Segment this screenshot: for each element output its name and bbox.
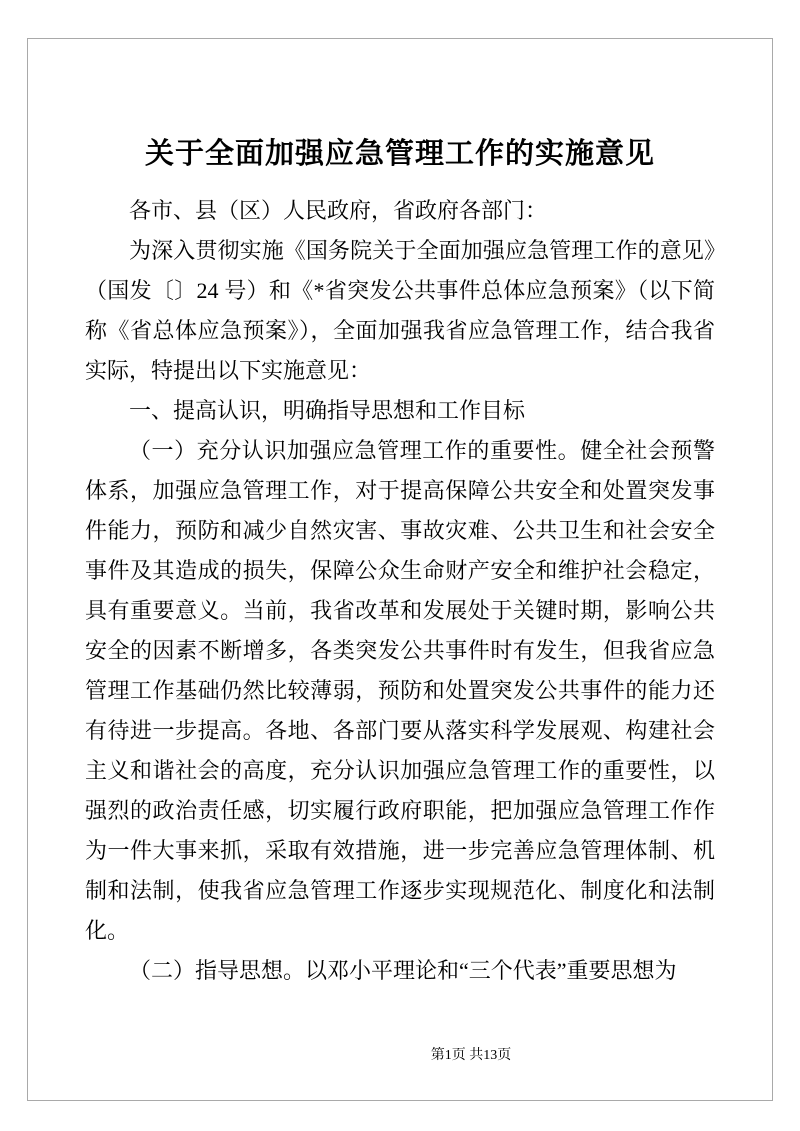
paragraph-section-one-item-one: （一）充分认识加强应急管理工作的重要性。健全社会预警体系，加强应急管理工作，对于提高保障公共安全和处置突发事件能力，预防和减少自然灾害、事故灾难、公共卫生和社会安全事件及其造成的损失，保障公众生命财产安全和维护社会稳定，具有重要意义。当前，我省改革和发展处于关键时期，影响公共安全的因素不断增多，各类突发公共事件时有发生，但我省应急管理工作基础仍然比较薄弱，预防和处置突发公共事件的能力还有待进一步提高。各地、各部门要从落实科学发展观、构建社会主义和谐社会的高度，充分认识加强应急管理工作的重要性，以强烈的政治责任感，切实履行政府职能，把加强应急管理工作作为一件大事来抓，采取有效措施，进一步完善应急管理体制、机制和法制，使我省应急管理工作逐步实现规范化、制度化和法制化。	[85, 438, 715, 943]
page-footer	[0, 1044, 800, 1064]
paragraph-intro: 为深入贯彻实施《国务院关于全面加强应急管理工作的意见》（国发〔〕24 号）和《*省突发公共事件总体应急预案》（以下简称《省总体应急预案》），全面加强我省应急管理工作，结合我省实际，特提出以下实施意见：	[85, 238, 715, 383]
paragraph-salutation: 各市、县（区）人民政府，省政府各部门：	[129, 198, 548, 223]
page-indicator: 第1页 共13页	[430, 1048, 512, 1063]
document-body	[85, 133, 715, 991]
section-heading-one: 一、提高认识，明确指导思想和工作目标	[129, 398, 526, 423]
paragraph-section-one-item-two: （二）指导思想。以邓小平理论和“三个代表”重要思想为	[129, 958, 677, 983]
document-title: 关于全面加强应急管理工作的实施意见	[144, 138, 655, 170]
